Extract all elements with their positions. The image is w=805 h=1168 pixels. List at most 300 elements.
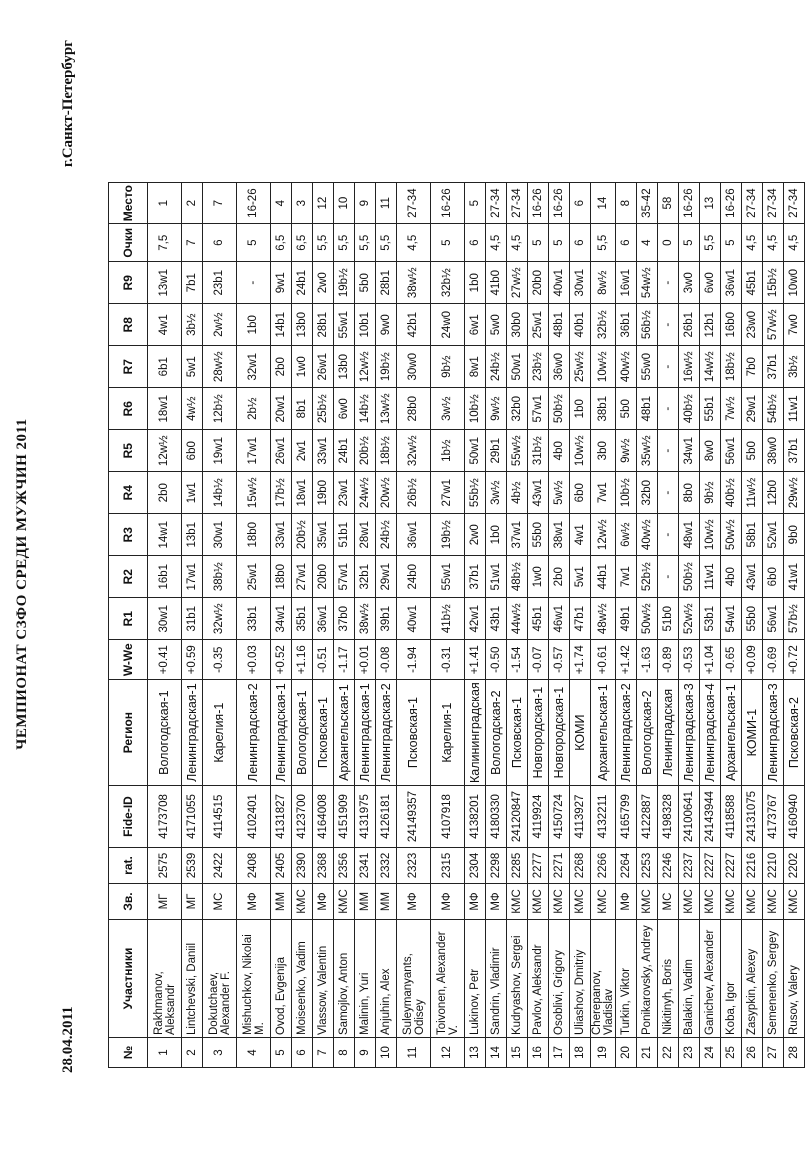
cell-round-8: 48b1 (549, 304, 570, 346)
cell-points: 5,5 (313, 224, 334, 262)
cell-place: 16-26 (431, 182, 465, 223)
cell-round-2: 43w1 (742, 556, 763, 598)
cell-no: 15 (507, 1038, 528, 1068)
cell-round-1: 35b1 (292, 598, 313, 640)
cell-rating: 2368 (313, 848, 334, 884)
cell-round-5: 35w½ (637, 430, 658, 472)
cell-round-2: 38b½ (203, 556, 237, 598)
cell-round-7: 3b½ (784, 346, 805, 388)
table-row (203, 182, 237, 1067)
cell-round-2: 17w1 (182, 556, 203, 598)
cell-round-7: 24b½ (486, 346, 507, 388)
cell-title: ММ (355, 884, 376, 920)
cell-title: МФ (616, 884, 637, 920)
cell-round-2: 16b1 (148, 556, 182, 598)
cell-round-2: 51w1 (486, 556, 507, 598)
cell-round-4: 4b½ (507, 472, 528, 514)
header-participants: Участники (109, 920, 148, 1038)
cell-rating: 2323 (397, 848, 431, 884)
cell-round-5: 19w1 (203, 430, 237, 472)
cell-round-9: 40w1 (549, 262, 570, 304)
cell-round-1: 51b0 (658, 598, 679, 640)
cell-round-8: 24w0 (431, 304, 465, 346)
cell-round-4: 1w1 (182, 472, 203, 514)
cell-round-7: 2b0 (271, 346, 292, 388)
cell-round-5: 6b0 (182, 430, 203, 472)
cell-round-2: 41w1 (784, 556, 805, 598)
cell-round-8: 32b½ (591, 304, 616, 346)
cell-region: Ленинградская-3 (679, 680, 700, 786)
cell-round-6: 4w½ (182, 388, 203, 430)
cell-round-5: 20b½ (355, 430, 376, 472)
cell-title: КМС (784, 884, 805, 920)
cell-round-3: 36w1 (397, 514, 431, 556)
table-row (591, 182, 616, 1067)
cell-points: 7 (182, 224, 203, 262)
cell-round-3: 58b1 (742, 514, 763, 556)
cell-points: 5,5 (355, 224, 376, 262)
cell-round-5: 9w½ (616, 430, 637, 472)
header-r2: R2 (109, 556, 148, 598)
cell-round-2: 50b½ (679, 556, 700, 598)
cell-round-2: 6b0 (763, 556, 784, 598)
cell-round-3: 14w1 (148, 514, 182, 556)
cell-rating: 2298 (486, 848, 507, 884)
cell-fide-id: 4173708 (148, 786, 182, 848)
cell-round-7: 13b0 (334, 346, 355, 388)
cell-w-we: -1.63 (637, 640, 658, 680)
cell-round-8: 4w1 (148, 304, 182, 346)
table-row (507, 182, 528, 1067)
cell-name: Moiseenko, Vadim (292, 920, 313, 1038)
cell-round-3: 50w½ (721, 514, 742, 556)
cell-rating: 2575 (148, 848, 182, 884)
cell-round-6: 1b0 (570, 388, 591, 430)
cell-name: Osoblivi, Grigory (549, 920, 570, 1038)
cell-points: 5 (549, 224, 570, 262)
cell-points: 6 (616, 224, 637, 262)
table-row (182, 182, 203, 1067)
cell-rating: 2408 (237, 848, 271, 884)
cell-round-5: 10w½ (570, 430, 591, 472)
cell-round-1: 36w1 (313, 598, 334, 640)
cell-round-7: 18b½ (721, 346, 742, 388)
cell-title: КМС (679, 884, 700, 920)
cell-round-7: 32w1 (237, 346, 271, 388)
header-place: Место (109, 182, 148, 223)
cell-round-8: 40b1 (570, 304, 591, 346)
cell-points: 6,5 (271, 224, 292, 262)
cell-place: 16-26 (549, 182, 570, 223)
cell-no: 11 (397, 1038, 431, 1068)
cell-round-5: 5b0 (742, 430, 763, 472)
cell-round-9: 27w½ (507, 262, 528, 304)
header-r1: R1 (109, 598, 148, 640)
cell-w-we: +1.41 (465, 640, 486, 680)
cell-round-4: 3w½ (486, 472, 507, 514)
table-header-row (109, 182, 148, 1067)
cell-region: Вологодская-2 (637, 680, 658, 786)
cell-rating: 2210 (763, 848, 784, 884)
cell-rating: 2315 (431, 848, 465, 884)
cell-region: Архангельская-1 (334, 680, 355, 786)
cell-fide-id: 4164008 (313, 786, 334, 848)
cell-round-9: 9w1 (271, 262, 292, 304)
cell-round-1: 57b½ (784, 598, 805, 640)
cell-place: 27-34 (763, 182, 784, 223)
cell-round-8: 42b1 (397, 304, 431, 346)
cell-round-5: 37b1 (784, 430, 805, 472)
cell-title: МС (658, 884, 679, 920)
cell-round-7: 8w1 (465, 346, 486, 388)
cell-round-8: 12b1 (700, 304, 721, 346)
cell-w-we: -0.50 (486, 640, 507, 680)
cell-round-3: 10w½ (700, 514, 721, 556)
cell-points: 4,5 (397, 224, 431, 262)
cell-points: 6 (203, 224, 237, 262)
cell-round-6: 55b1 (700, 388, 721, 430)
cell-points: 5 (721, 224, 742, 262)
cell-no: 23 (679, 1038, 700, 1068)
cell-round-5: 38w0 (763, 430, 784, 472)
cell-fide-id: 24143944 (700, 786, 721, 848)
cell-points: 5 (431, 224, 465, 262)
cell-points: 4,5 (784, 224, 805, 262)
cell-round-7: 16w½ (679, 346, 700, 388)
cell-round-6: 8b1 (292, 388, 313, 430)
cell-rating: 2422 (203, 848, 237, 884)
cell-name: Semenenko, Sergey (763, 920, 784, 1038)
cell-name: Samojlov, Anton (334, 920, 355, 1038)
cell-round-7: 50w1 (507, 346, 528, 388)
cell-round-5: 29b1 (486, 430, 507, 472)
cell-place: 2 (182, 182, 203, 223)
cell-no: 27 (763, 1038, 784, 1068)
cell-round-9: 10w0 (784, 262, 805, 304)
cell-round-4: 2b0 (148, 472, 182, 514)
cell-round-6: 5b0 (616, 388, 637, 430)
cell-round-1: 39b1 (376, 598, 397, 640)
cell-round-4: 20w½ (376, 472, 397, 514)
cell-round-2: 37b1 (465, 556, 486, 598)
cell-no: 19 (591, 1038, 616, 1068)
cell-region: КОМИ-1 (742, 680, 763, 786)
cell-fide-id: 4131827 (271, 786, 292, 848)
cell-rating: 2304 (465, 848, 486, 884)
cell-round-3: 35w1 (313, 514, 334, 556)
cell-round-8: 57w½ (763, 304, 784, 346)
table-row (721, 182, 742, 1067)
cell-place: 27-34 (784, 182, 805, 223)
cell-w-we: -1.54 (507, 640, 528, 680)
cell-round-3: 19b½ (431, 514, 465, 556)
cell-round-8: 25w1 (528, 304, 549, 346)
cell-round-1: 33b1 (237, 598, 271, 640)
cell-round-2: 4b0 (721, 556, 742, 598)
cell-no: 24 (700, 1038, 721, 1068)
cell-w-we: -0.35 (203, 640, 237, 680)
cell-rating: 2227 (721, 848, 742, 884)
cell-name: Suleymanyants, Odisey (397, 920, 431, 1038)
header-points: Очки (109, 224, 148, 262)
cell-round-6: 48b1 (637, 388, 658, 430)
cell-title: МФ (397, 884, 431, 920)
cell-region: Псковская-1 (397, 680, 431, 786)
cell-round-1: 50w½ (637, 598, 658, 640)
cell-no: 7 (313, 1038, 334, 1068)
cell-name: Anjuhin, Alex (376, 920, 397, 1038)
cell-round-3: 2w0 (465, 514, 486, 556)
cell-round-4: 11w½ (742, 472, 763, 514)
cell-round-7: 12w½ (355, 346, 376, 388)
cell-points: 6,5 (292, 224, 313, 262)
cell-round-9: 38w½ (397, 262, 431, 304)
cell-no: 16 (528, 1038, 549, 1068)
cell-round-5: 56w1 (721, 430, 742, 472)
cell-round-9: 20b0 (528, 262, 549, 304)
cell-round-3: 52w1 (763, 514, 784, 556)
cell-place: 6 (570, 182, 591, 223)
cell-w-we: +0.61 (591, 640, 616, 680)
cell-round-5: 31b½ (528, 430, 549, 472)
cell-name: Zasypkin, Alexey (742, 920, 763, 1038)
cell-fide-id: 4151909 (334, 786, 355, 848)
cell-round-8: 23w0 (742, 304, 763, 346)
cell-round-2: 55w1 (431, 556, 465, 598)
cell-rating: 2390 (292, 848, 313, 884)
cell-rating: 2266 (591, 848, 616, 884)
cell-region: Вологодская-1 (292, 680, 313, 786)
cell-round-3: 18b0 (237, 514, 271, 556)
cell-region: КОМИ (570, 680, 591, 786)
cell-points: 4 (637, 224, 658, 262)
header-r7: R7 (109, 346, 148, 388)
cell-place: 27-34 (742, 182, 763, 223)
cell-round-5: 12w½ (148, 430, 182, 472)
cell-w-we: -0.89 (658, 640, 679, 680)
cell-name: Lukinov, Petr (465, 920, 486, 1038)
cell-round-9: 16w1 (616, 262, 637, 304)
cell-round-5: 32w½ (397, 430, 431, 472)
cell-region: Ленинградская-2 (376, 680, 397, 786)
cell-fide-id: 4173767 (763, 786, 784, 848)
cell-fide-id: 24149357 (397, 786, 431, 848)
cell-name: Balakin, Vadim (679, 920, 700, 1038)
cell-fide-id: 4132211 (591, 786, 616, 848)
cell-round-6: 54b½ (763, 388, 784, 430)
cell-place: 16-26 (721, 182, 742, 223)
cell-round-1: 54w1 (721, 598, 742, 640)
cell-round-4: 23w1 (334, 472, 355, 514)
cell-round-7: - (658, 346, 679, 388)
cell-place: 13 (700, 182, 721, 223)
cell-w-we: -0.07 (528, 640, 549, 680)
cell-rating: 2246 (658, 848, 679, 884)
cell-round-9: 54w½ (637, 262, 658, 304)
cell-w-we: +0.52 (271, 640, 292, 680)
cell-round-2: 24b0 (397, 556, 431, 598)
cell-round-9: 13w1 (148, 262, 182, 304)
cell-fide-id: 24120847 (507, 786, 528, 848)
cell-round-7: 28w½ (203, 346, 237, 388)
table-row (237, 182, 271, 1067)
cell-w-we: -0.31 (431, 640, 465, 680)
cell-round-1: 47b1 (570, 598, 591, 640)
cell-place: 35-42 (637, 182, 658, 223)
cell-points: 0 (658, 224, 679, 262)
cell-round-3: 40w½ (637, 514, 658, 556)
cell-region: Псковская-2 (784, 680, 805, 786)
cell-rating: 2264 (616, 848, 637, 884)
cell-round-6: 29w1 (742, 388, 763, 430)
cell-no: 2 (182, 1038, 203, 1068)
cell-no: 6 (292, 1038, 313, 1068)
cell-name: Dokutchaev, Alexander F. (203, 920, 237, 1038)
cell-round-1: 44w½ (507, 598, 528, 640)
cell-w-we: +0.09 (742, 640, 763, 680)
cell-round-6: 20w1 (271, 388, 292, 430)
cell-region: Вологодская-2 (486, 680, 507, 786)
cell-rating: 2237 (679, 848, 700, 884)
cell-fide-id: 4160940 (784, 786, 805, 848)
cell-no: 3 (203, 1038, 237, 1068)
cell-w-we: -0.65 (721, 640, 742, 680)
cell-round-4: 26b½ (397, 472, 431, 514)
cell-w-we: +0.03 (237, 640, 271, 680)
cell-round-2: 1w0 (528, 556, 549, 598)
cell-round-9: 3w0 (679, 262, 700, 304)
cell-title: МФ (431, 884, 465, 920)
table-row (313, 182, 334, 1067)
cell-no: 21 (637, 1038, 658, 1068)
cell-w-we: +0.59 (182, 640, 203, 680)
cell-round-5: 8w0 (700, 430, 721, 472)
cell-fide-id: 4119924 (528, 786, 549, 848)
cell-round-6: 10b½ (465, 388, 486, 430)
cell-fide-id: 4122887 (637, 786, 658, 848)
cell-points: 4,5 (763, 224, 784, 262)
cell-round-8: 16b0 (721, 304, 742, 346)
cell-round-7: 26w1 (313, 346, 334, 388)
cell-round-1: 56w1 (763, 598, 784, 640)
cell-round-1: 38w½ (355, 598, 376, 640)
cell-place: 58 (658, 182, 679, 223)
cell-round-8: 6w1 (465, 304, 486, 346)
cell-name: Ponikarovsky, Andrey (637, 920, 658, 1038)
table-row (465, 182, 486, 1067)
cell-rating: 2277 (528, 848, 549, 884)
cell-round-6: 32b0 (507, 388, 528, 430)
cell-round-4: 18w1 (292, 472, 313, 514)
header-r3: R3 (109, 514, 148, 556)
document-city: г.Санкт-Петербург (60, 40, 76, 168)
cell-title: МФ (465, 884, 486, 920)
table-row (431, 182, 465, 1067)
cell-points: 5,5 (700, 224, 721, 262)
cell-no: 4 (237, 1038, 271, 1068)
cell-rating: 2216 (742, 848, 763, 884)
cell-round-2: 7w1 (616, 556, 637, 598)
cell-round-3: 55b0 (528, 514, 549, 556)
cell-round-8: 10b1 (355, 304, 376, 346)
cell-round-6: 25b½ (313, 388, 334, 430)
cell-points: 5,5 (376, 224, 397, 262)
cell-w-we: -0.51 (313, 640, 334, 680)
cell-name: Rakhmanov, Aleksandr (148, 920, 182, 1038)
cell-place: 10 (334, 182, 355, 223)
header-r5: R5 (109, 430, 148, 472)
cell-round-9: 32b½ (431, 262, 465, 304)
cell-region: Псковская-1 (507, 680, 528, 786)
cell-title: КМС (591, 884, 616, 920)
cell-points: 7,5 (148, 224, 182, 262)
table-row (528, 182, 549, 1067)
cell-rating: 2332 (376, 848, 397, 884)
cell-round-3: 12w½ (591, 514, 616, 556)
cell-points: 5,5 (591, 224, 616, 262)
header-r9: R9 (109, 262, 148, 304)
cell-name: Cherepanov, Vladislav (591, 920, 616, 1038)
cell-no: 18 (570, 1038, 591, 1068)
cell-round-9: - (658, 262, 679, 304)
cell-round-9: 30w1 (570, 262, 591, 304)
cell-round-8: 9w0 (376, 304, 397, 346)
cell-region: Ленинградская-1 (355, 680, 376, 786)
cell-round-8: 1b0 (237, 304, 271, 346)
cell-round-3: 13b1 (182, 514, 203, 556)
cell-no: 10 (376, 1038, 397, 1068)
cell-round-7: 7b0 (742, 346, 763, 388)
cell-fide-id: 4123700 (292, 786, 313, 848)
cell-round-6: 50b½ (549, 388, 570, 430)
cell-round-5: - (658, 430, 679, 472)
cell-round-7: 30w0 (397, 346, 431, 388)
cell-round-5: 3b0 (591, 430, 616, 472)
cell-round-9: 5b0 (355, 262, 376, 304)
cell-fide-id: 24100641 (679, 786, 700, 848)
cell-round-5: 24b1 (334, 430, 355, 472)
cell-round-7: 55w0 (637, 346, 658, 388)
cell-fide-id: 4150724 (549, 786, 570, 848)
cell-round-7: 5w1 (182, 346, 203, 388)
cell-round-6: 40b½ (679, 388, 700, 430)
cell-rating: 2227 (700, 848, 721, 884)
cell-round-1: 32w½ (203, 598, 237, 640)
cell-round-6: - (658, 388, 679, 430)
header-fide-id: Fide-ID (109, 786, 148, 848)
header-title: Зв. (109, 884, 148, 920)
cell-name: Lintchevski, Daniil (182, 920, 203, 1038)
cell-no: 20 (616, 1038, 637, 1068)
cell-fide-id: 4118588 (721, 786, 742, 848)
cell-round-8: 28b1 (313, 304, 334, 346)
cell-region: Ленинградская-4 (700, 680, 721, 786)
cell-round-1: 52w½ (679, 598, 700, 640)
cell-region: Ленинградская-2 (616, 680, 637, 786)
cell-round-8: 26b1 (679, 304, 700, 346)
cell-round-9: 41b0 (486, 262, 507, 304)
cell-round-4: 14b½ (203, 472, 237, 514)
cell-fide-id: 4126181 (376, 786, 397, 848)
cell-round-5: 4b0 (549, 430, 570, 472)
cell-round-9: 2w0 (313, 262, 334, 304)
cell-round-4: 15w½ (237, 472, 271, 514)
cell-region: Карелия-1 (203, 680, 237, 786)
cell-region: Ленинградская (658, 680, 679, 786)
cell-region: Карелия-1 (431, 680, 465, 786)
cell-name: Mishuchkov, Nikolai M. (237, 920, 271, 1038)
cell-round-6: 13w½ (376, 388, 397, 430)
